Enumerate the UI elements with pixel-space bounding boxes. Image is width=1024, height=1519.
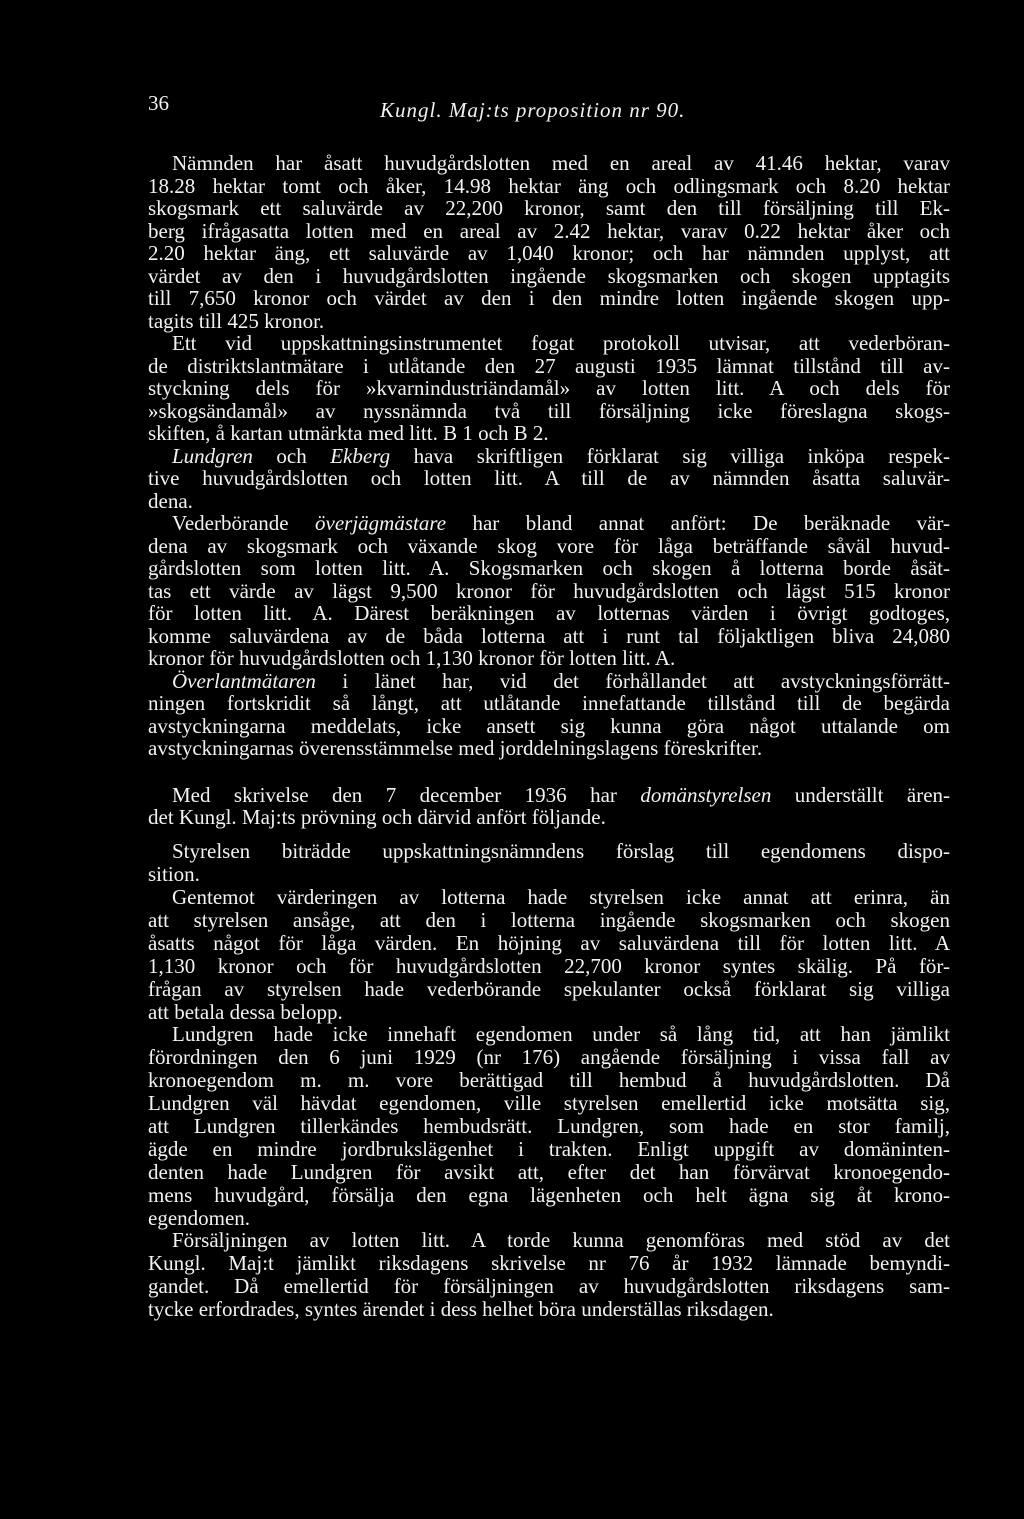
text-line: avstyckningarnas överensstämmelse med jorddelningslagens föreskrifter. [148,736,763,760]
text-line: gårdslotten som lotten litt. A. Skogsmarken och skogen å lotterna borde åsät- [148,556,950,580]
text-segment: Vederbörande [172,511,316,535]
text-segment: har bland annat anfört: De beräknade vär- [446,511,950,535]
paragraph [148,670,950,760]
text-line: sition. [148,862,200,887]
text-line: de distriktslantmätare i utlåtande den 27 augusti 1935 lämnat tillstånd till av- [148,353,950,378]
text-line: Lundgren hade icke innehaft egendomen under så lång tid, att han jämlikt [172,1022,950,1047]
text-line: dena. [148,488,193,513]
text-line: Nämnden har åsatt huvudgårdslotten med en areal av 41.46 hektar, varav [172,151,950,175]
document-body [148,152,950,1321]
page-number: 36 [148,91,169,115]
paragraph [148,784,950,830]
text-line: avstyckningarna meddelats, icke ansett sig kunna göra något uttalande om [148,713,950,738]
text-line: Gentemot värderingen av lotterna hade styrelsen icke annat att erinra, än [172,885,950,910]
emphasized-text: Lundgren [172,443,253,468]
text-segment: underställt ären- [771,782,951,807]
paragraph [148,840,950,886]
paragraph [148,445,950,513]
text-line: Kungl. Maj:t jämlikt riksdagens skrivelse nr 76 år 1932 lämnade bemyndi- [148,1251,950,1276]
emphasized-text: Ekberg [330,443,391,468]
text-line: tycke erfordrades, syntes ärendet i dess helhet böra underställas riksdagen. [148,1297,774,1322]
text-line: kronor för huvudgårdslotten och 1,130 kronor för lotten litt. A. [148,646,676,670]
text-segment: i länet har, vid det förhållandet att avstyckningsförrätt- [315,668,950,693]
paragraph [148,1023,950,1229]
text-line: att Lundgren tillerkändes hembudsrätt. Lundgren, som hade en stor familj, [148,1113,950,1138]
text-line: kronoegendom m. m. vore berättigad till hembud å huvudgårdslotten. Då [148,1068,950,1093]
text-line: till 7,650 kronor och värdet av den i den mindre lotten ingående skogen upp- [148,286,950,310]
text-line: denten hade Lundgren för avsikt att, efter det han förvärvat kronoegendo- [148,1159,950,1184]
text-line: gandet. Då emellertid för försäljningen av huvudgårdslotten riksdagens sam- [148,1274,950,1299]
text-line: tive huvudgårdslotten och lotten litt. A till de av nämnden åsatta saluvär- [148,466,950,490]
text-line: åsatts något för låga värden. En höjning av saluvärdena till för lotten litt. A [148,930,950,955]
text-line: Lundgren väl hävdat egendomen, ville styrelsen emellertid icke motsätta sig, [148,1091,950,1116]
text-line: tas ett värde av lägst 9,500 kronor för huvudgårdslotten och lägst 515 kronor [148,578,950,603]
text-line: Försäljningen av lotten litt. A torde kunna genomföras med stöd av det [172,1228,950,1253]
paragraph [148,1229,950,1321]
paragraph [148,332,950,445]
text-line: dena av skogsmark och växande skog vore för låga beträffande såväl huvud- [148,533,950,558]
text-line: det Kungl. Maj:ts prövning och därvid anfört följande. [148,805,606,830]
text-line: 18.28 hektar tomt och åker, 14.98 hektar äng och odlingsmark och 8.20 hektar [148,173,950,198]
text-line: ägde en mindre jordbrukslägenhet i trakten. Enligt uppgift av domäninten- [148,1136,950,1161]
paragraph [148,886,950,1023]
text-line [148,512,950,535]
text-line: frågan av styrelsen hade vederbörande spekulanter också förklarat sig villiga [148,976,950,1001]
text-line: ningen fortskridit så långt, att utlåtande innefattande tillstånd till de begärda [148,691,950,715]
text-line: skiften, å kartan utmärkta med litt. B 1 och B 2. [148,421,549,445]
text-segment: Med skrivelse den 7 december 1936 har [172,782,641,807]
running-title: Kungl. Maj:ts proposition nr 90. [380,98,686,122]
text-line: att styrelsen ansåge, att den i lotterna ingående skogsmarken och skogen [148,907,950,932]
text-line: Ett vid uppskattningsinstrumentet fogat protokoll utvisar, att vederböran- [172,331,950,355]
text-line [148,670,950,693]
text-line: »skogsändamål» av nyssnämnda två till försäljning icke föreslagna skogs- [148,398,950,423]
text-line: tagits till 425 kronor. [148,308,325,333]
text-line: skogsmark ett saluvärde av 22,200 kronor, samt den till försäljning till Ek- [148,196,950,220]
paragraph [148,512,950,670]
emphasized-text: överjägmästare [315,511,447,535]
text-line: 1,130 kronor och för huvudgårdslotten 22,700 kronor syntes skälig. På för- [148,953,950,978]
text-line [148,445,950,468]
text-segment: hava skriftligen förklarat sig villiga inköpa respek- [390,443,950,468]
text-line: värdet av den i huvudgårdslotten ingående skogsmarken och skogen upptagits [148,263,950,288]
text-line [148,784,950,807]
text-line: att betala dessa belopp. [148,999,343,1024]
text-line: Styrelsen biträdde uppskattningsnämndens förslag till egendomens dispo- [172,839,950,864]
text-line: berg ifrågasatta lotten med en areal av 2.42 hektar, varav 0.22 hektar åker och [148,218,950,243]
text-line: egendomen. [148,1205,251,1230]
emphasized-text: domänstyrelsen [640,782,772,807]
paragraph [148,152,950,332]
text-line: 2.20 hektar äng, ett saluvärde av 1,040 kronor; och har nämnden upplyst, att [148,241,950,265]
text-line: styckning dels för »kvarnindustriändamål» av lotten litt. A och dels för [148,376,950,400]
text-line: komme saluvärdena av de båda lotterna att i runt tal följaktligen bliva 24,080 [148,623,950,648]
text-line: förordningen den 6 juni 1929 (nr 176) angående försäljning i vissa fall av [148,1045,950,1070]
text-segment: och [252,443,331,468]
text-line: för lotten litt. A. Därest beräkningen av lotternas värden i övrigt godtoges, [148,601,950,625]
text-line: mens huvudgård, försälja den egna lägenheten och helt ägna sig åt krono- [148,1182,950,1207]
emphasized-text: Överlantmätaren [172,668,316,693]
